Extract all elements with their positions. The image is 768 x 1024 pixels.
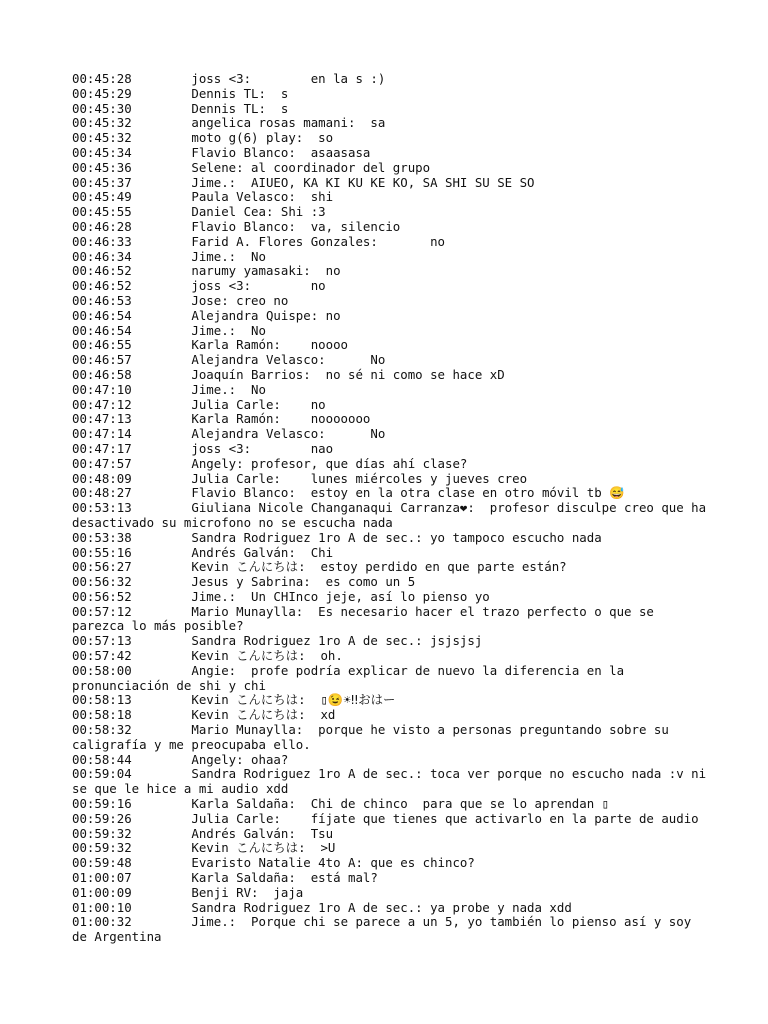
chat-line: 00:45:32 moto g(6) play: so: [72, 130, 334, 146]
chat-line: 00:47:13 Karla Ramón: nooooooo: [72, 411, 371, 427]
chat-line: 00:53:38 Sandra Rodriguez 1ro A de sec.: yo tampoco escucho nada: [72, 529, 602, 545]
chat-line: 00:48:27 Flavio Blanco: estoy en la otra clase en otro móvil tb 😅: [72, 485, 625, 501]
chat-line: 01:00:09 Benji RV: jaja: [72, 884, 304, 900]
chat-line: 00:46:53 Jose: creo no: [72, 292, 289, 308]
chat-line: 00:45:29 Dennis TL: s: [72, 85, 289, 101]
chat-line: 00:45:37 Jime.: AIUEO, KA KI KU KE KO, SA SHI SU SE SO: [72, 174, 535, 190]
chat-line: 00:46:58 Joaquín Barrios: no sé ni como se hace xD: [72, 366, 505, 382]
chat-line: 00:46:33 Farid A. Flores Gonzales: no: [72, 233, 445, 249]
chat-line: 00:46:54 Alejandra Quispe: no: [72, 307, 341, 323]
chat-line: 01:00:07 Karla Saldaña: está mal?: [72, 870, 378, 886]
chat-line: 00:47:12 Julia Carle: no: [72, 396, 326, 412]
chat-line: 00:59:16 Karla Saldaña: Chi de chinco para que se lo aprendan ▯: [72, 796, 610, 812]
chat-line: 00:45:30 Dennis TL: s: [72, 100, 289, 116]
chat-line: 00:47:14 Alejandra Velasco: No: [72, 426, 386, 442]
chat-line: 00:45:36 Selene: al coordinador del grupo: [72, 159, 431, 175]
chat-line: 00:46:55 Karla Ramón: noooo: [72, 337, 349, 353]
chat-line: 00:46:57 Alejandra Velasco: No: [72, 352, 386, 368]
chat-line: 00:55:16 Andrés Galván: Chi: [72, 544, 334, 560]
chat-line: 00:46:28 Flavio Blanco: va, silencio: [72, 218, 401, 234]
chat-line: 00:56:32 Jesus y Sabrina: es como un 5: [72, 574, 416, 590]
chat-line: 00:58:32 Mario Munaylla: porque he visto a personas preguntando sobre su caligrafía y me preocupaba ello.: [72, 722, 677, 752]
chat-line: 00:59:04 Sandra Rodriguez 1ro A de sec.: toca ver porque no escucho nada :v ni se que le hice a mi audio xdd: [72, 766, 714, 797]
chat-line: 00:59:32 Andrés Galván: Tsu: [72, 825, 334, 841]
chat-line: 00:57:12 Mario Munaylla: Es necesario hacer el trazo perfecto o que se parezca lo más posible?: [72, 603, 662, 634]
chat-line: 00:45:32 angelica rosas mamani: sa: [72, 115, 386, 131]
chat-line: 00:58:13 Kevin こんにちは: ▯😉☀‼おはー: [72, 692, 396, 708]
chat-line: 01:00:10 Sandra Rodriguez 1ro A de sec.: ya probe y nada xdd: [72, 899, 572, 915]
chat-line: 00:56:52 Jime.: Un CHInco jeje, así lo pienso yo: [72, 588, 490, 604]
chat-line: 00:58:44 Angely: ohaa?: [72, 751, 289, 767]
chat-line: 00:57:42 Kevin こんにちは: oh.: [72, 648, 343, 664]
chat-line: 00:59:48 Evaristo Natalie 4to A: que es chinco?: [72, 855, 475, 871]
chat-line: 00:47:10 Jime.: No: [72, 381, 266, 397]
chat-line: 00:58:00 Angie: profe podría explicar de nuevo la diferencia en la pronunciación de shi y chi: [72, 662, 632, 693]
chat-line: 00:47:17 joss <3: nao: [72, 440, 334, 456]
chat-line: 00:58:18 Kevin こんにちは: xd: [72, 707, 336, 723]
chat-log: [72, 72, 712, 945]
chat-line: 00:45:55 Daniel Cea: Shi :3: [72, 204, 326, 220]
chat-line: 00:46:52 narumy yamasaki: no: [72, 263, 341, 279]
chat-line: 00:59:26 Julia Carle: fíjate que tienes que activarlo en la parte de audio: [72, 810, 699, 826]
chat-line: 00:46:54 Jime.: No: [72, 322, 266, 338]
chat-line: 01:00:32 Jime.: Porque chi se parece a un 5, yo también lo pienso así y soy de Argentina: [72, 914, 699, 945]
chat-line: 00:45:49 Paula Velasco: shi: [72, 189, 334, 205]
chat-line: 00:48:09 Julia Carle: lunes miércoles y jueves creo: [72, 470, 528, 486]
chat-line: 00:46:34 Jime.: No: [72, 248, 266, 264]
chat-line: 00:45:28 joss <3: en la s :): [72, 71, 386, 86]
chat-line: 00:59:32 Kevin こんにちは: >U: [72, 840, 336, 856]
chat-line: 00:57:13 Sandra Rodriguez 1ro A de sec.: jsjsjsj: [72, 633, 483, 649]
chat-line: 00:47:57 Angely: profesor, que días ahí clase?: [72, 455, 468, 471]
chat-line: 00:53:13 Giuliana Nicole Changanaqui Carranza❤: profesor disculpe creo que ha desactivado su microfono no se escucha nada: [72, 500, 714, 530]
chat-line: 00:56:27 Kevin こんにちは: estoy perdido en que parte están?: [72, 559, 567, 575]
chat-line: 00:45:34 Flavio Blanco: asaasasa: [72, 144, 371, 160]
chat-line: 00:46:52 joss <3: no: [72, 278, 326, 294]
